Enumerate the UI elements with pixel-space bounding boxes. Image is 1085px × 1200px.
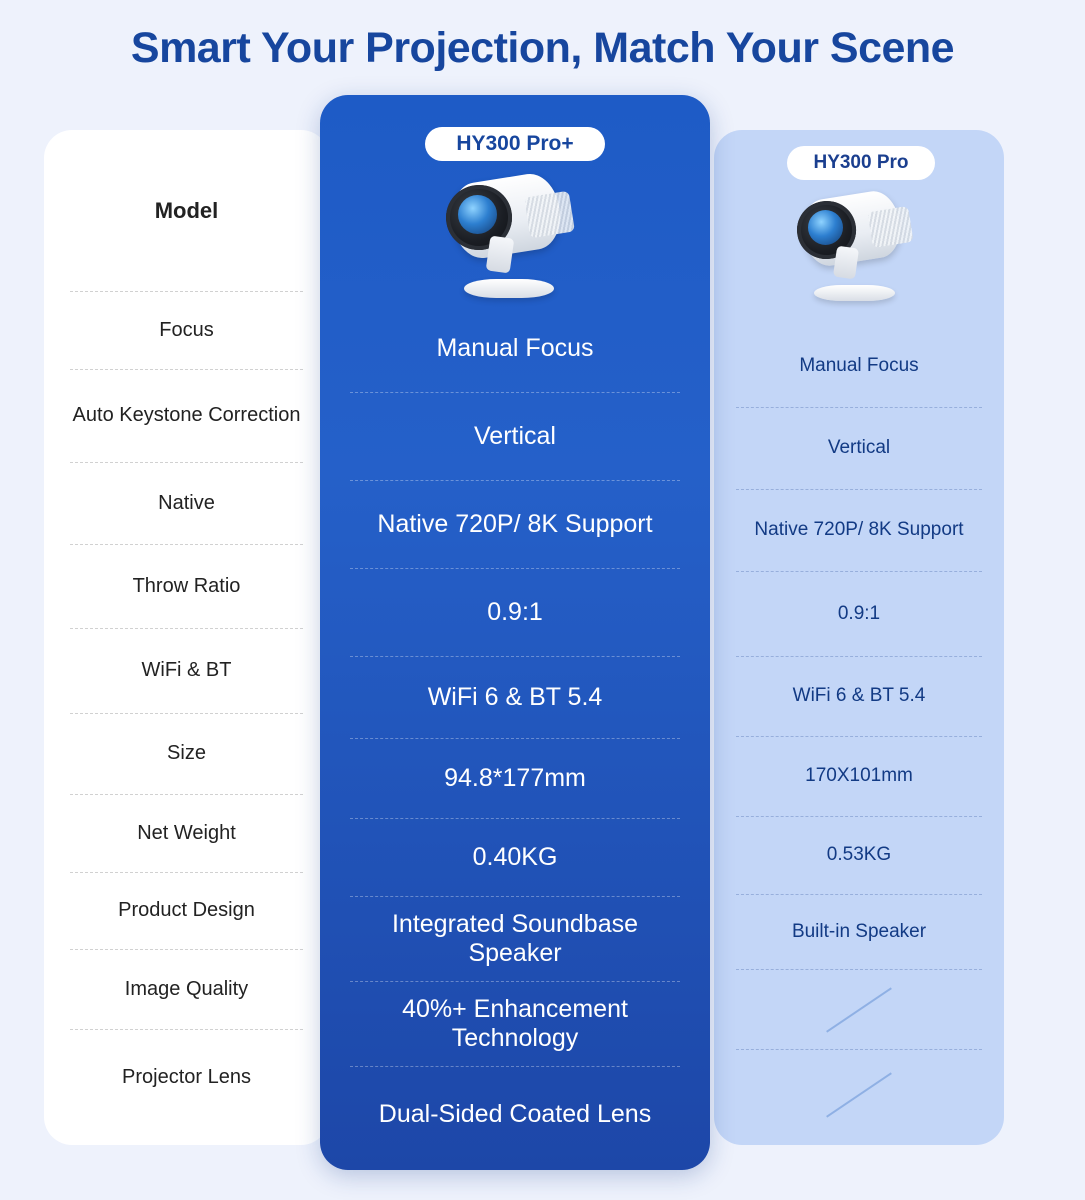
pro-row-size: 170X101mm (736, 737, 982, 817)
label-row-projector-lens: Projector Lens (122, 1065, 251, 1088)
pro-row-wifi-bt: WiFi 6 & BT 5.4 (736, 657, 982, 737)
projector-icon (440, 167, 590, 302)
spec-label-column (44, 130, 329, 1145)
proplus-row-product-design: Integrated Soundbase Speaker (350, 897, 680, 982)
proplus-row-net-weight: 0.40KG (350, 819, 680, 897)
not-available-mark (736, 970, 982, 1049)
not-available-mark (736, 1050, 982, 1140)
hy300-pro-badge: HY300 Pro (787, 146, 935, 180)
hy300-pro-plus-badge: HY300 Pro+ (425, 127, 605, 161)
pro-row-product-design: Built-in Speaker (736, 895, 982, 970)
label-row-native: Native (70, 463, 303, 545)
hy300-pro-plus-column (320, 95, 710, 1170)
label-row-auto-keystone: Auto Keystone Correction (70, 370, 303, 463)
proplus-row-native: Native 720P/ 8K Support (350, 481, 680, 569)
proplus-row-projector-lens: Dual-Sided Coated Lens (378, 1099, 652, 1128)
pro-row-keystone: Vertical (736, 408, 982, 490)
pro-row-image-quality (736, 970, 982, 1050)
label-row-model: Model (70, 130, 303, 292)
proplus-row-focus: Manual Focus (350, 305, 680, 393)
proplus-row-wifi-bt: WiFi 6 & BT 5.4 (350, 657, 680, 739)
label-row-size: Size (70, 714, 303, 795)
proplus-row-keystone: Vertical (350, 393, 680, 481)
projector-icon (792, 185, 927, 305)
proplus-row-throw-ratio: 0.9:1 (350, 569, 680, 657)
pro-row-projector-lens (736, 1050, 982, 1140)
pro-row-native: Native 720P/ 8K Support (736, 490, 982, 572)
label-row-net-weight: Net Weight (70, 795, 303, 873)
label-row-throw-ratio: Throw Ratio (70, 545, 303, 629)
proplus-row-size: 94.8*177mm (350, 739, 680, 819)
label-row-image-quality: Image Quality (70, 950, 303, 1030)
pro-row-net-weight: 0.53KG (736, 817, 982, 895)
hy300-pro-column (714, 130, 1004, 1145)
label-row-product-design: Product Design (70, 873, 303, 950)
label-row-focus: Focus (70, 292, 303, 370)
label-row-wifi-bt: WiFi & BT (70, 629, 303, 714)
pro-row-focus: Manual Focus (736, 326, 982, 408)
pro-row-throw-ratio: 0.9:1 (736, 572, 982, 657)
page-title: Smart Your Projection, Match Your Scene (130, 24, 955, 72)
proplus-row-image-quality: 40%+ Enhancement Technology (350, 982, 680, 1067)
